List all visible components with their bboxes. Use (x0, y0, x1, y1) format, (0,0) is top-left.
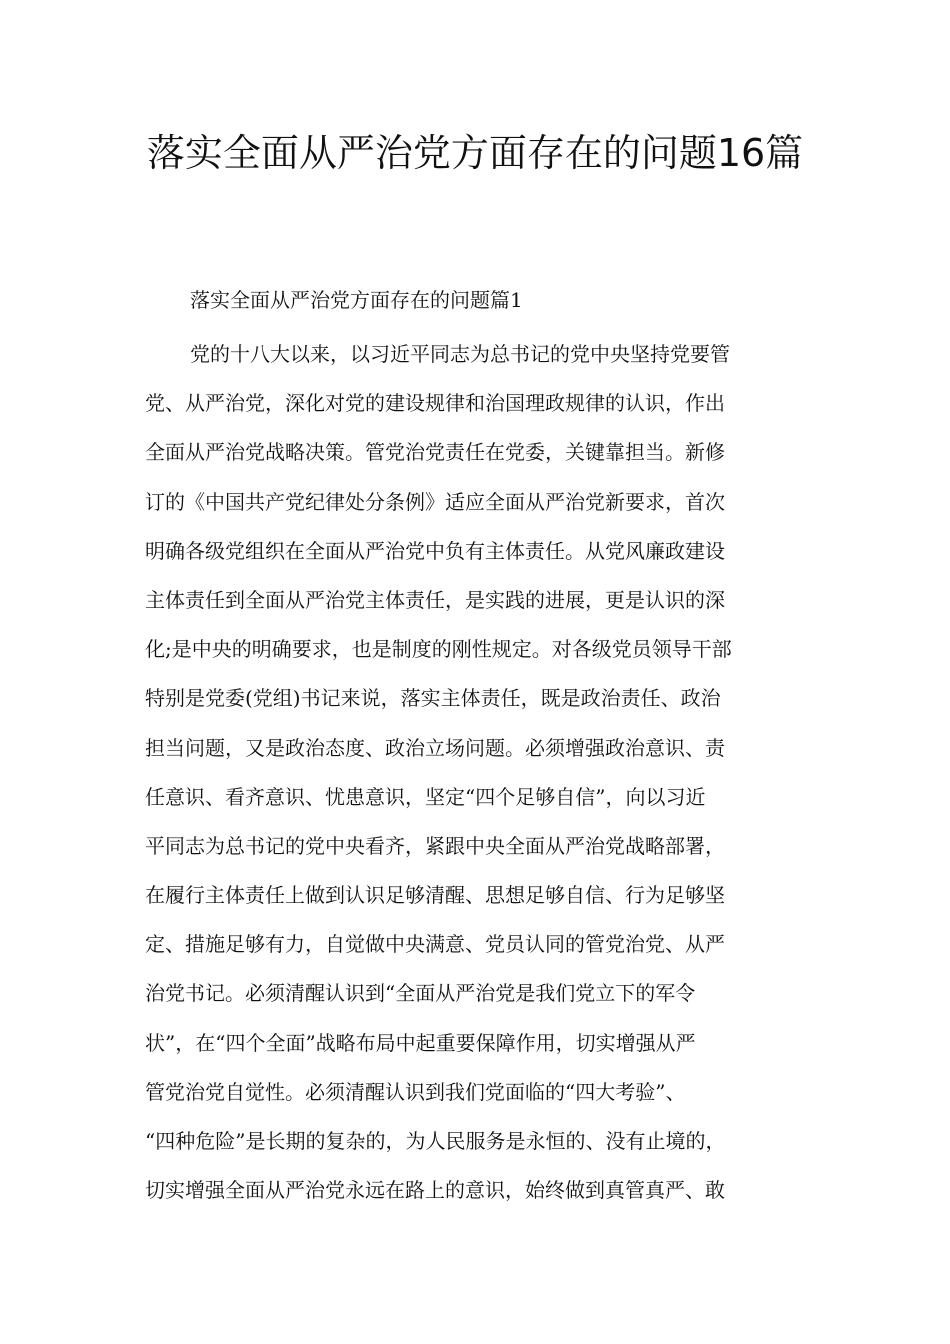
body-line: 党、从严治党，深化对党的建设规律和治国理政规律的认识，作出 (145, 391, 725, 416)
body-line: 状”，在“四个全面”战略布局中起重要保障作用，切实增强从严 (145, 1030, 696, 1055)
body-line: 任意识、看齐意识、忧患意识，坚定“四个足够自信”，向以习近 (145, 784, 706, 809)
body-line: 管党治党自觉性。必须清醒认识到我们党面临的“四大考验”、 (145, 1079, 686, 1104)
body-line: 定、措施足够有力，自觉做中央满意、党员认同的管党治党、从严 (145, 932, 725, 957)
body-line: 党的十八大以来，以习近平同志为总书记的党中央坚持党要管 (190, 342, 730, 366)
body-line: 治党书记。必须清醒认识到“全面从严治党是我们党立下的军令 (145, 981, 696, 1006)
body-line: 明确各级党组织在全面从严治党中负有主体责任。从党风廉政建设 (145, 538, 725, 563)
body-line: 切实增强全面从严治党永远在路上的意识，始终做到真管真严、敢 (145, 1178, 725, 1203)
body-paragraph (145, 334, 810, 1219)
body-line: “四种危险”是长期的复杂的，为人民服务是永恒的、没有止境的， (145, 1129, 726, 1153)
body-line: 特别是党委(党组)书记来说，落实主体责任，既是政治责任、政治 (145, 686, 721, 711)
body-line: 全面从严治党战略决策。管党治党责任在党委，关键靠担当。新修 (145, 440, 725, 465)
section-heading: 落实全面从严治党方面存在的问题篇1 (190, 288, 523, 312)
body-line: 担当问题，又是政治态度、政治立场问题。必须增强政治意识、责 (145, 735, 725, 760)
document-title: 落实全面从严治党方面存在的问题16篇 (146, 131, 804, 175)
body-line: 订的《中国共产党纪律处分条例》适应全面从严治党新要求，首次 (145, 489, 725, 514)
body-line: 在履行主体责任上做到认识足够清醒、思想足够自信、行为足够坚 (145, 883, 725, 908)
body-line: 平同志为总书记的党中央看齐，紧跟中央全面从严治党战略部署， (145, 833, 725, 858)
body-line: 化;是中央的明确要求，也是制度的刚性规定。对各级党员领导干部 (145, 637, 732, 662)
body-line: 主体责任到全面从严治党主体责任，是实践的进展，更是认识的深 (145, 587, 725, 612)
